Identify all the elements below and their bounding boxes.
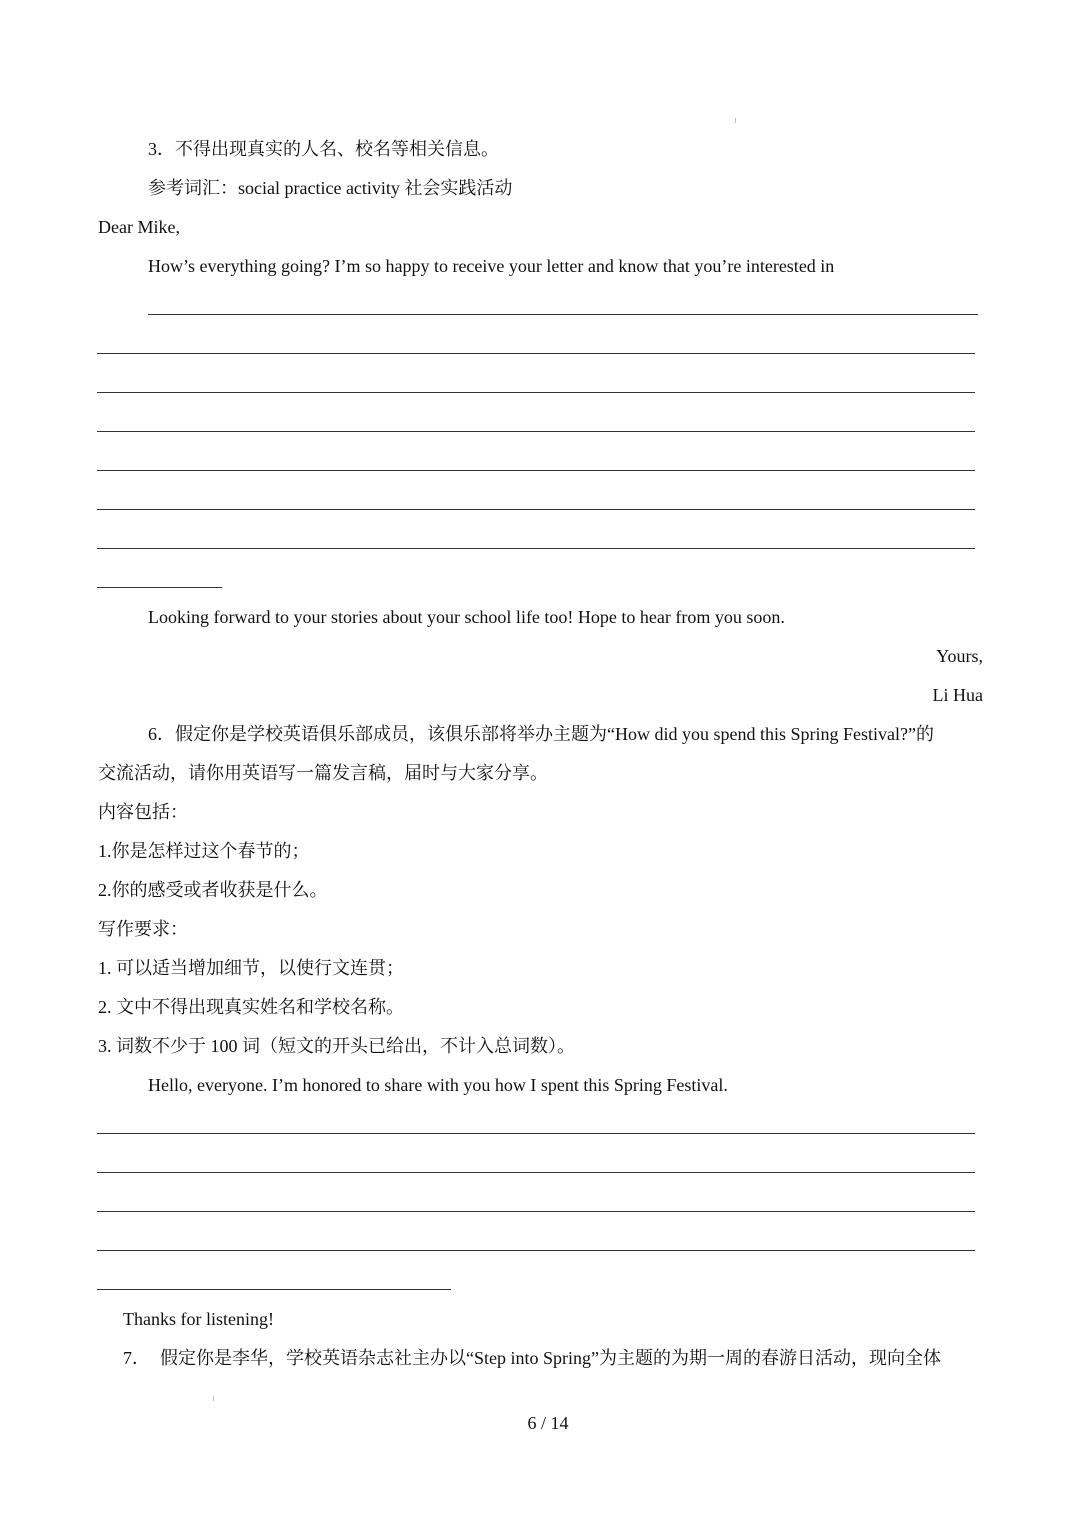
answer-line — [97, 509, 975, 510]
answer-line — [148, 314, 978, 315]
letter-opening: How’s everything going? I’m so happy to receive your letter and know that you’re interested in — [148, 256, 835, 276]
q6-opening: Hello, everyone. I’m honored to share with you how I spent this Spring Festival. — [148, 1075, 728, 1095]
answer-line — [97, 548, 975, 549]
q6-content-item: 1.你是怎样过这个春节的； — [98, 841, 310, 861]
reference-vocabulary: 参考词汇：social practice activity 社会实践活动 — [148, 178, 513, 198]
q6-content-heading: 内容包括： — [98, 802, 188, 822]
answer-line — [97, 431, 975, 432]
q6-content-item: 2.你的感受或者收获是什么。 — [98, 880, 328, 900]
answer-line — [97, 392, 975, 393]
q6-requirement: 3. 词数不少于 100 词（短文的开头已给出，不计入总词数）。 — [98, 1036, 575, 1056]
letter-signoff: Yours, — [936, 646, 983, 666]
answer-line — [97, 1250, 975, 1251]
letter-greeting: Dear Mike, — [98, 217, 180, 237]
requirement-3: 3．不得出现真实的人名、校名等相关信息。 — [148, 139, 499, 159]
scan-mark — [735, 118, 736, 123]
answer-line — [97, 1133, 975, 1134]
q6-prompt-line1: 6．假定你是学校英语俱乐部成员，该俱乐部将举办主题为“How did you spend this Spring Festival?”的 — [148, 724, 934, 744]
scan-mark — [213, 1396, 214, 1401]
page-number: 6 / 14 — [527, 1413, 569, 1433]
q6-requirement: 2. 文中不得出现真实姓名和学校名称。 — [98, 997, 404, 1017]
answer-line — [97, 1172, 975, 1173]
letter-closing: Looking forward to your stories about your school life too! Hope to hear from you soon. — [148, 607, 785, 627]
q6-closing: Thanks for listening! — [123, 1309, 274, 1329]
q6-requirement: 1. 可以适当增加细节，以使行文连贯； — [98, 958, 404, 978]
answer-line — [97, 470, 975, 471]
letter-signature: Li Hua — [932, 685, 983, 705]
q7-prompt-line1: 假定你是李华，学校英语杂志社主办以“Step into Spring”为主题的为期一周的春游日活动，现向全体 — [160, 1348, 941, 1368]
answer-line-short — [97, 587, 222, 588]
q6-prompt-line2: 交流活动，请你用英语写一篇发言稿，届时与大家分享。 — [98, 763, 548, 783]
q6-requirements-heading: 写作要求： — [98, 919, 188, 939]
answer-line — [97, 1211, 975, 1212]
answer-line-short — [97, 1289, 451, 1290]
answer-line — [97, 353, 975, 354]
q7-number: 7． — [123, 1348, 150, 1368]
